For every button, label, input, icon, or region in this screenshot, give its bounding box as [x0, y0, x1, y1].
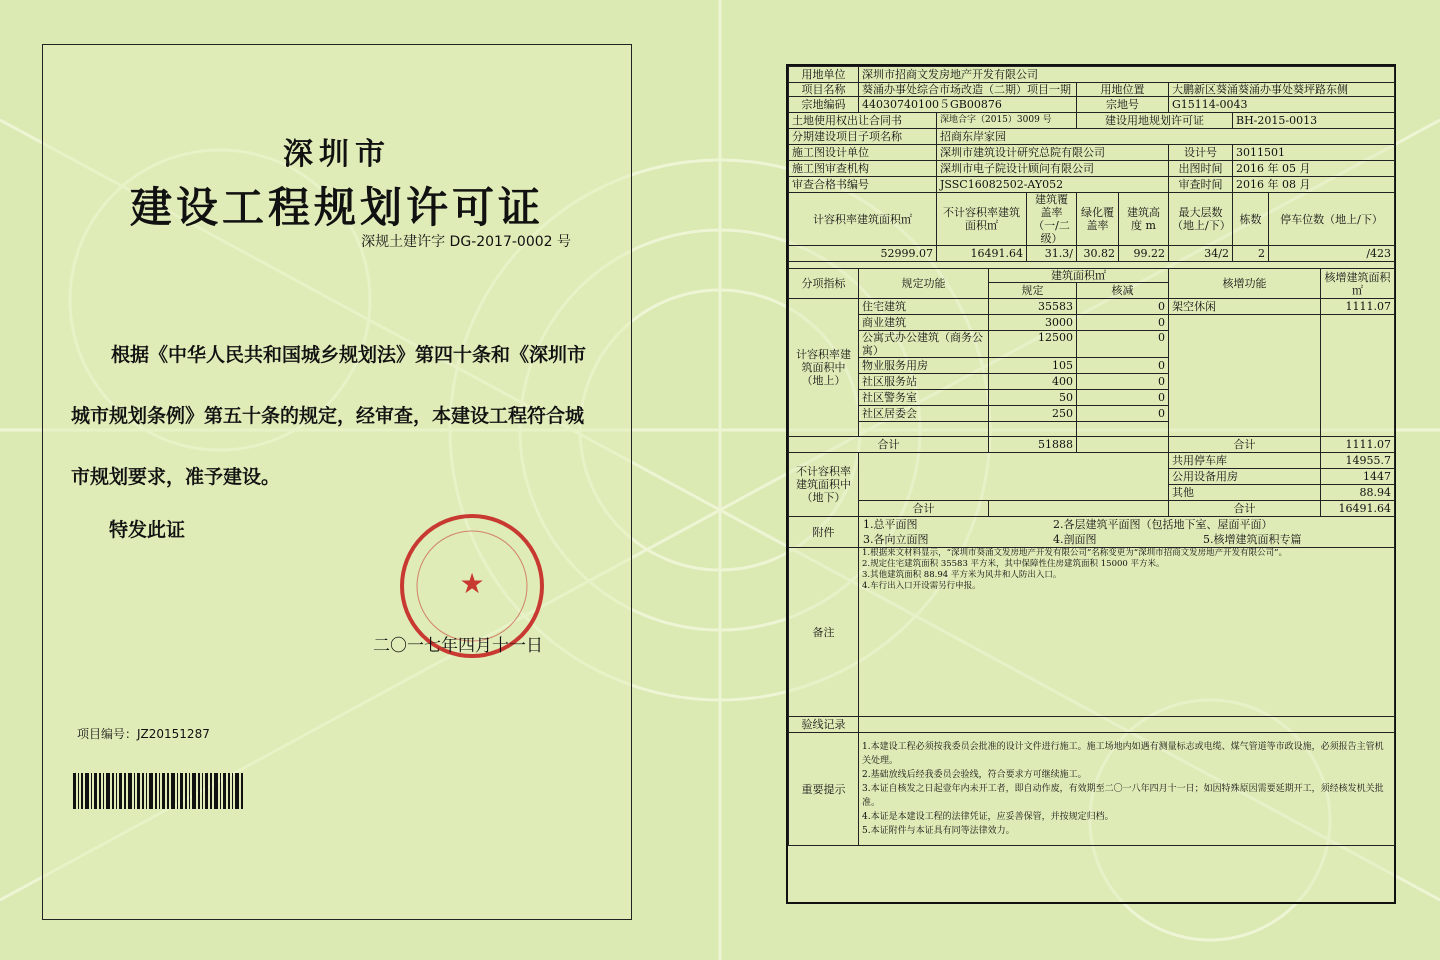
- remark: 4.车行出入口开设需另行申报。: [862, 581, 981, 591]
- fa-func: 住宅建筑: [859, 299, 989, 315]
- nfa-func: 其他: [1169, 485, 1321, 501]
- nfa-area: 88.94: [1321, 485, 1395, 501]
- barcode: [73, 773, 243, 809]
- remarks-label: 备注: [789, 548, 859, 717]
- fa-func: 社区居委会: [859, 406, 989, 422]
- design-unit: 深圳市建筑设计研究总院有限公司: [937, 145, 1169, 161]
- indicator-value: 99.22: [1119, 246, 1169, 262]
- notices-cell: [859, 733, 1395, 846]
- add-func-label: 核增功能: [1169, 269, 1321, 299]
- reduce-label: 核减: [1077, 283, 1169, 299]
- location: 大鹏新区葵涌葵涌办事处葵坪路东侧: [1169, 83, 1395, 97]
- fa-add-func-empty: [1169, 315, 1321, 437]
- indicator-header: 不计容积率建筑面积㎡: [937, 193, 1027, 246]
- fa-spec: 35583: [989, 299, 1077, 315]
- func-label: 规定功能: [859, 269, 989, 299]
- contract: 深地合字（2015）3009 号: [937, 113, 1077, 129]
- spec-label: 规定: [989, 283, 1077, 299]
- review-org-label: 施工图审查机构: [789, 161, 937, 177]
- design-no: 3011501: [1233, 145, 1395, 161]
- land-user-label: 用地单位: [789, 67, 859, 83]
- indicator-header: 计容积率建筑面积㎡: [789, 193, 937, 246]
- notice: 4.本证是本建设工程的法律凭证，应妥善保管，并按规定归档。: [862, 812, 1114, 822]
- add-area-label: 核增建筑面积㎡: [1321, 269, 1395, 299]
- indicator-header: 栋数: [1233, 193, 1269, 246]
- sub-project: 招商东岸家园: [937, 129, 1395, 145]
- permit-title: 建设工程规划许可证: [129, 183, 544, 232]
- attachment: 1.总平面图: [863, 518, 918, 531]
- fa-reduce: 0: [1077, 374, 1169, 390]
- fa-reduce: 0: [1077, 331, 1169, 358]
- permit-body: [71, 325, 611, 508]
- fa-reduce: 0: [1077, 315, 1169, 331]
- nfa-total-label: 合计: [859, 501, 989, 517]
- fa-spec: 12500: [989, 331, 1077, 358]
- indicator-value: 16491.64: [937, 246, 1027, 262]
- nfa-left-blank: [859, 453, 1169, 501]
- fa-reduce: 0: [1077, 390, 1169, 406]
- land-permit-label: 建设用地规划许可证: [1077, 113, 1233, 129]
- nfa-func: 共用停车库: [1169, 453, 1321, 469]
- parcel-no: G15114-0043: [1169, 97, 1395, 113]
- nfa-func: 公用设备用房: [1169, 469, 1321, 485]
- review-org: 深圳市电子院设计顾问有限公司: [937, 161, 1169, 177]
- parcel-code-label: 宗地编码: [789, 97, 859, 113]
- notice: 3.本证自核发之日起壹年内未开工者，即自动作废，有效期至二〇一八年四月十一日；如因特殊原因需要延期开工，须经核发机关批准。: [862, 784, 1384, 808]
- project-code: 项目编号：JZ20151287: [77, 727, 210, 741]
- remark: 3.其他建筑面积 88.94 平方米为风井和人防出入口。: [862, 570, 1062, 580]
- issue-date: 二〇一七年四月十一日: [373, 636, 543, 656]
- review-cert-label: 审查合格书编号: [789, 177, 937, 193]
- notice: 1.本建设工程必须按我委员会批准的设计文件进行施工。施工场地内如遇有测量标志或电缆、煤气管道等市政设施，必须报告主管机关处理。: [862, 742, 1384, 766]
- remark: 1.根据来文材料显示，“深圳市葵涌文发房地产开发有限公司”名称变更为“深圳市招商文发房地产开发有限公司”。: [862, 548, 1287, 558]
- project-name: 葵涌办事处综合市场改造（二期）项目一期: [859, 83, 1077, 97]
- body-line-2: 城市规划条例》第五十条的规定，经审查，本建设工程符合城: [71, 405, 585, 427]
- design-no-label: 设计号: [1169, 145, 1233, 161]
- fa-func: 公寓式办公建筑（商务公寓）: [859, 331, 989, 358]
- review-date: 2016 年 08 月: [1233, 177, 1395, 193]
- parcel-no-label: 宗地号: [1077, 97, 1169, 113]
- fa-add-total: 1111.07: [1321, 437, 1395, 453]
- fa-reduce: 0: [1077, 358, 1169, 374]
- fa-func: 社区服务站: [859, 374, 989, 390]
- permit-detail-table: [788, 66, 1395, 846]
- indicator-header: 绿化覆盖率: [1077, 193, 1119, 246]
- nfa-total-blank: [989, 501, 1169, 517]
- fa-total-label: 合计: [789, 437, 989, 453]
- fa-group-label: 计容积率建筑面积中（地上）: [789, 299, 859, 437]
- review-cert: JSSC16082502-AY052: [937, 177, 1169, 193]
- city-heading: 深圳市: [283, 137, 391, 172]
- permit-number: 深规土建许字 DG-2017-0002 号: [361, 234, 571, 250]
- nfa-total: 16491.64: [1321, 501, 1395, 517]
- attach-label: 附件: [789, 517, 859, 548]
- indicator-header: 停车位数（地上/下）: [1269, 193, 1395, 246]
- indicator-value: 52999.07: [789, 246, 937, 262]
- notice-label: 重要提示: [789, 733, 859, 846]
- attachment: 4.剖面图: [1053, 533, 1097, 546]
- body-line-3: 市规划要求，准予建设。: [71, 466, 281, 488]
- fa-func: 物业服务用房: [859, 358, 989, 374]
- fa-blank: [859, 422, 989, 437]
- fa-total: 51888: [989, 437, 1077, 453]
- indicator-value: /423: [1269, 246, 1395, 262]
- item-label: 分项指标: [789, 269, 859, 299]
- fa-total-reduce: [1077, 437, 1169, 453]
- nfa-area: 1447: [1321, 469, 1395, 485]
- indicator-header: 建筑高度 m: [1119, 193, 1169, 246]
- indicator-value: 34/2: [1169, 246, 1233, 262]
- fa-add-total-label: 合计: [1169, 437, 1321, 453]
- contract-label: 土地使用权出让合同书: [789, 113, 937, 129]
- indicator-value: 2: [1233, 246, 1269, 262]
- project-name-label: 项目名称: [789, 83, 859, 97]
- fa-spec: 400: [989, 374, 1077, 390]
- indicator-value: 31.3/: [1027, 246, 1077, 262]
- spacer-row: [789, 262, 1395, 269]
- attachments-cell: [859, 517, 1395, 548]
- fa-spec: 3000: [989, 315, 1077, 331]
- remark: 2.规定住宅建筑面积 35583 平方米，其中保障性住房建筑面积 15000 平方米。: [862, 559, 1165, 569]
- permit-detail-page: [786, 64, 1396, 904]
- land-permit: BH-2015-0013: [1233, 113, 1395, 129]
- fa-add-area-empty: [1321, 315, 1395, 437]
- fa-spec: 105: [989, 358, 1077, 374]
- inspection-record: [859, 717, 1395, 733]
- fa-reduce: 0: [1077, 299, 1169, 315]
- drawing-date: 2016 年 05 月: [1233, 161, 1395, 177]
- design-unit-label: 施工图设计单位: [789, 145, 937, 161]
- fa-blank: [1077, 422, 1169, 437]
- notice: 2.基础放线后经我委员会验线，符合要求方可继续施工。: [862, 770, 1087, 780]
- special-issue-text: 特发此证: [109, 519, 186, 541]
- nfa-area: 14955.7: [1321, 453, 1395, 469]
- fa-add-func: 架空休闲: [1169, 299, 1321, 315]
- remarks-cell: [859, 548, 1395, 717]
- fa-func: 社区警务室: [859, 390, 989, 406]
- nfa-total-label-2: 合计: [1169, 501, 1321, 517]
- attachment: 5.核增建筑面积专篇: [1203, 533, 1302, 546]
- sub-project-label: 分期建设项目子项名称: [789, 129, 937, 145]
- fa-blank: [989, 422, 1077, 437]
- area-label: 建筑面积㎡: [989, 269, 1169, 283]
- fa-add-area: 1111.07: [1321, 299, 1395, 315]
- inspection-label: 验线记录: [789, 717, 859, 733]
- location-label: 用地位置: [1077, 83, 1169, 97]
- parcel-code: 44030740100５GB00876: [859, 97, 1077, 113]
- fa-reduce: 0: [1077, 406, 1169, 422]
- land-user: 深圳市招商文发房地产开发有限公司: [859, 67, 1395, 83]
- attachment: 3.各向立面图: [863, 533, 929, 546]
- drawing-date-label: 出图时间: [1169, 161, 1233, 177]
- fa-func: 商业建筑: [859, 315, 989, 331]
- nfa-group-label: 不计容积率建筑面积中（地下）: [789, 453, 859, 517]
- fa-spec: 50: [989, 390, 1077, 406]
- svg-text:★: ★: [459, 567, 485, 600]
- notice: 5.本证附件与本证具有同等法律效力。: [862, 826, 1015, 836]
- body-line-1: 根据《中华人民共和国城乡规划法》第四十条和《深圳市: [111, 344, 587, 366]
- indicator-header: 建筑覆盖率（一/二级）: [1027, 193, 1077, 246]
- attachment: 2.各层建筑平面图（包括地下室、屋面平面）: [1053, 518, 1273, 531]
- permit-cover-page: [42, 44, 632, 920]
- indicator-header: 最大层数（地上/下）: [1169, 193, 1233, 246]
- review-date-label: 审查时间: [1169, 177, 1233, 193]
- fa-spec: 250: [989, 406, 1077, 422]
- indicator-value: 30.82: [1077, 246, 1119, 262]
